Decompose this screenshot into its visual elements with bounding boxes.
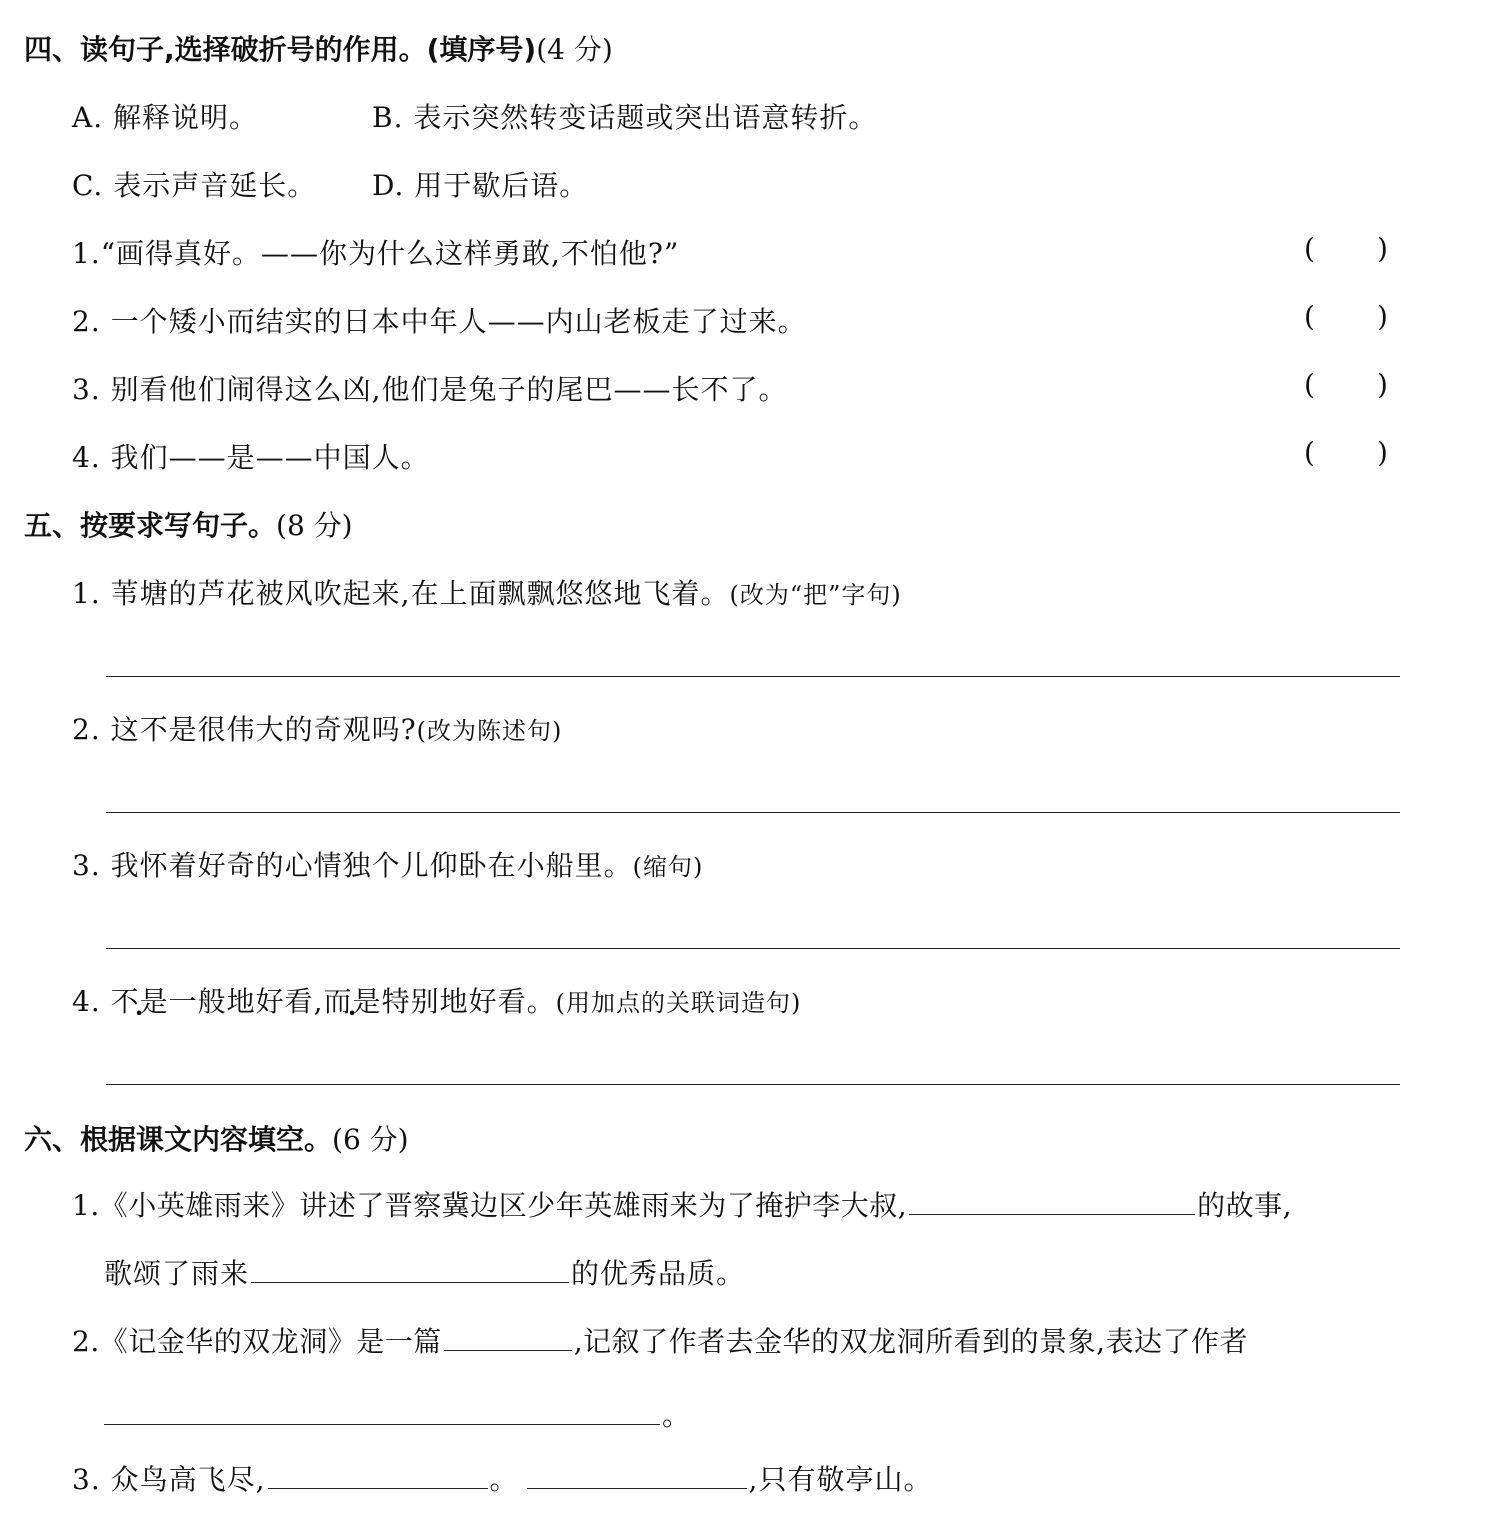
dotted-word-ershi: 而是	[323, 985, 382, 1018]
s6-item-3-part2: 。	[489, 1463, 519, 1496]
s5-item-1-text: 1. 苇塘的芦花被风吹起来,在上面飘飘悠悠地飞着。	[72, 577, 730, 610]
paren-open: (	[1304, 368, 1315, 401]
s4-answer-box-4[interactable]	[1304, 436, 1388, 469]
section5-title: 五、按要求写句子。	[24, 509, 277, 542]
s6-item-1-part1: 1.《小英雄雨来》讲述了晋察冀边区少年英雄雨来为了掩护李大叔,	[72, 1189, 908, 1222]
paren-open: (	[1304, 436, 1315, 469]
s6-item-3-part3: ,只有敬亭山。	[748, 1463, 933, 1496]
s6-blank-4[interactable]	[104, 1394, 660, 1425]
s4-answer-box-2[interactable]	[1304, 300, 1388, 333]
s5-answer-line-1[interactable]	[106, 676, 1400, 677]
s6-item-2-part1: 2.《记金华的双龙洞》是一篇	[72, 1325, 442, 1358]
option-a: A. 解释说明。	[72, 101, 259, 134]
s6-item-1-part4: 的优秀品质。	[571, 1257, 746, 1290]
s5-item-2	[72, 708, 562, 748]
s6-item-3	[72, 1458, 932, 1498]
s5-item-1-note: (改为“把”字句)	[729, 581, 902, 609]
s5-item-3-note: (缩句)	[632, 853, 704, 881]
section4-heading	[24, 28, 613, 68]
s4-answer-box-3[interactable]	[1304, 368, 1388, 401]
s6-item-2-line1	[72, 1320, 1248, 1360]
s6-item-1-part3: 歌颂了雨来	[104, 1257, 250, 1290]
s5-item-3	[72, 844, 703, 884]
s6-item-1-line1	[72, 1184, 1292, 1224]
option-c: C. 表示声音延长。	[72, 169, 317, 202]
paren-open: (	[1304, 232, 1315, 265]
s4-item-1: 1.“画得真好。——你为什么这样勇敢,不怕他?”	[72, 237, 680, 270]
dotted-word-bushi: 不是	[110, 985, 169, 1018]
paren-close: )	[1376, 300, 1388, 333]
s6-item-1-line2	[104, 1252, 745, 1292]
s4-item-4: 4. 我们——是——中国人。	[72, 441, 430, 474]
section6-points: (6 分)	[332, 1123, 409, 1156]
s6-blank-2[interactable]	[251, 1252, 569, 1283]
section6-heading	[24, 1118, 409, 1158]
s5-answer-line-3[interactable]	[106, 948, 1400, 949]
section6-title: 六、根据课文内容填空。	[24, 1123, 333, 1156]
option-d: D. 用于歇后语。	[372, 169, 589, 202]
s5-answer-line-2[interactable]	[106, 812, 1400, 813]
paren-close: )	[1376, 368, 1388, 401]
s4-item-3: 3. 别看他们闹得这么凶,他们是兔子的尾巴——长不了。	[72, 373, 788, 406]
s6-item-1-part2: 的故事,	[1197, 1189, 1293, 1222]
s5-item-1	[72, 572, 902, 612]
s6-blank-1[interactable]	[909, 1184, 1195, 1215]
s5-item-2-text: 2. 这不是很伟大的奇观吗?	[72, 713, 417, 746]
paren-close: )	[1376, 436, 1388, 469]
s6-item-3-part1: 3. 众鸟高飞尽,	[72, 1463, 266, 1496]
section4-points: (4 分)	[536, 33, 613, 66]
s6-blank-5[interactable]	[268, 1458, 488, 1489]
s5-item-4	[72, 980, 801, 1020]
s5-item-2-note: (改为陈述句)	[416, 717, 563, 745]
s5-item-4-number: 4.	[72, 985, 111, 1018]
s6-item-2-line2	[104, 1394, 691, 1434]
s6-item-2-part2: ,记叙了作者去金华的双龙洞所看到的景象,表达了作者	[573, 1325, 1249, 1358]
s5-item-3-text: 3. 我怀着好奇的心情独个儿仰卧在小船里。	[72, 849, 633, 882]
paren-open: (	[1304, 300, 1315, 333]
s4-answer-box-1[interactable]	[1304, 232, 1388, 265]
section5-heading	[24, 504, 353, 544]
section5-points: (8 分)	[276, 509, 353, 542]
s5-item-4-mid2: 特别地好看。	[381, 985, 556, 1018]
s5-item-4-note: (用加点的关联词造句)	[555, 989, 802, 1017]
option-b: B. 表示突然转变话题或突出语意转折。	[372, 101, 878, 134]
s6-item-2-part3: 。	[662, 1399, 692, 1432]
section4-title: 四、读句子,选择破折号的作用。(填序号)	[24, 33, 537, 66]
s6-blank-6[interactable]	[527, 1458, 747, 1489]
s4-item-2: 2. 一个矮小而结实的日本中年人——内山老板走了过来。	[72, 305, 807, 338]
s5-item-4-mid1: 一般地好看,	[168, 985, 324, 1018]
s5-answer-line-4[interactable]	[106, 1084, 1400, 1085]
paren-close: )	[1376, 232, 1388, 265]
s6-blank-3[interactable]	[444, 1320, 572, 1351]
